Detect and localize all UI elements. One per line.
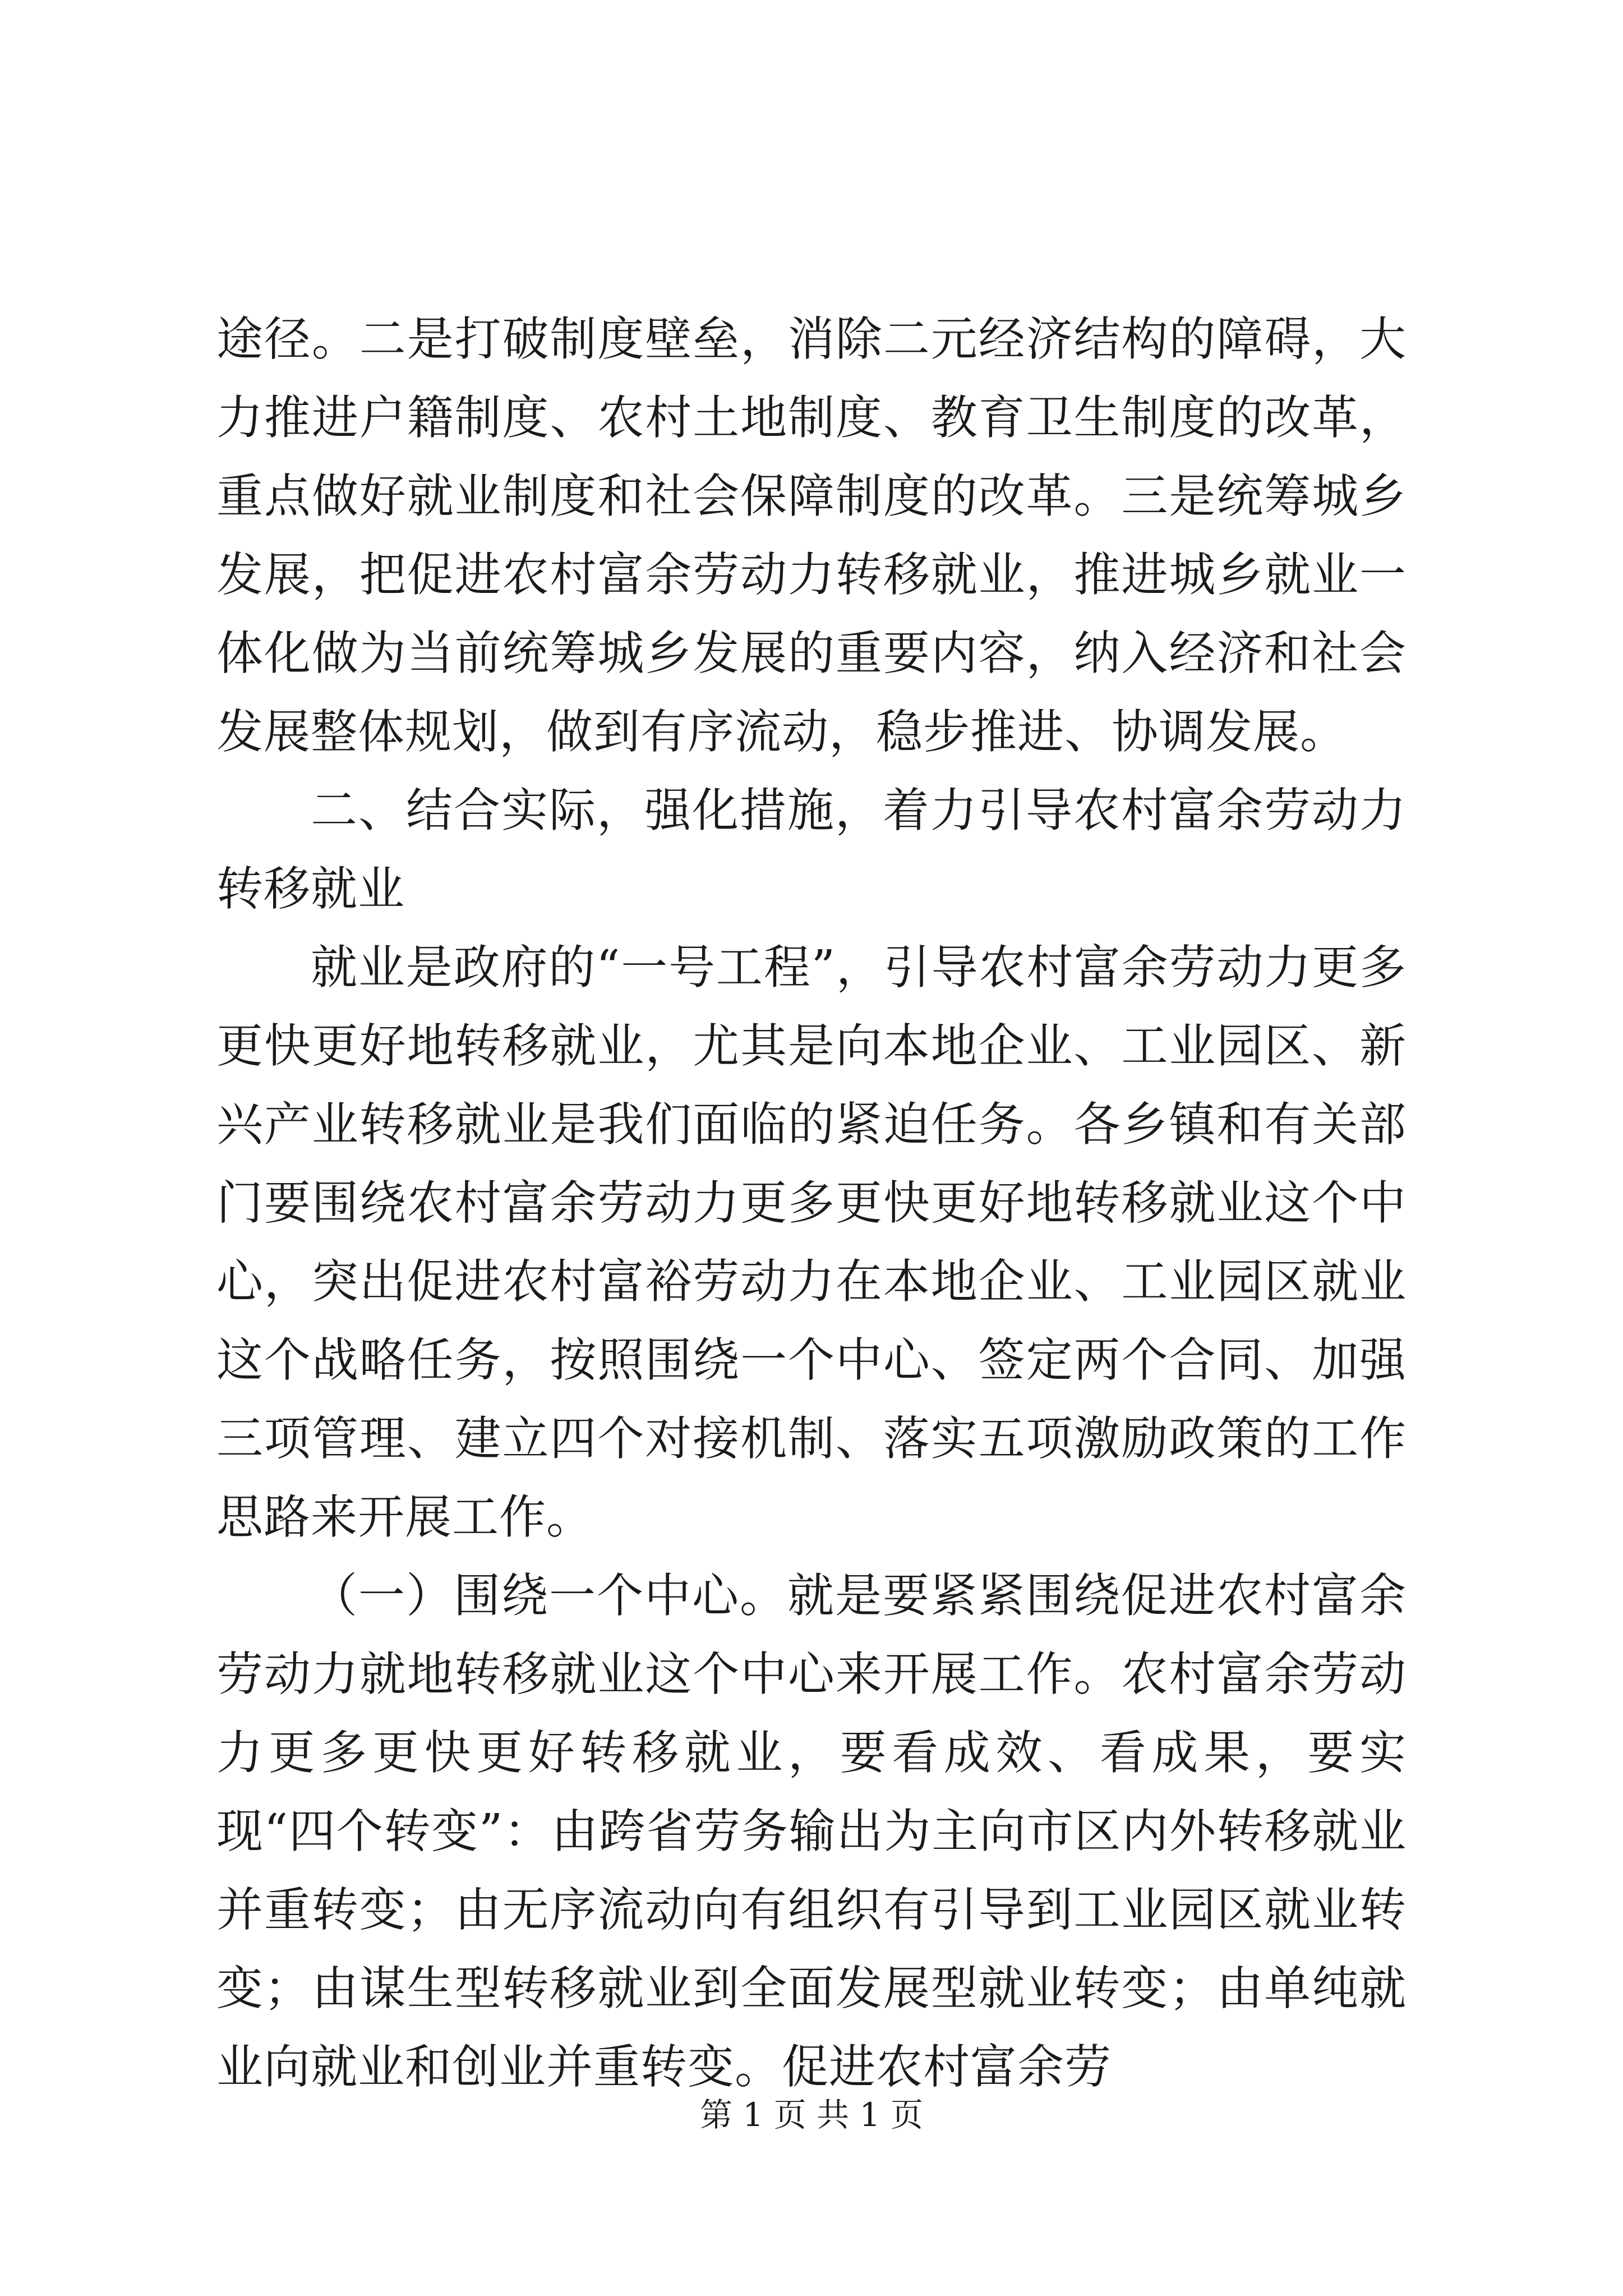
subsection-paragraph: （一）围绕一个中心。就是要紧紧围绕促进农村富余劳动力就地转移就业这个中心来开展工作。农村富余劳动力更多更快更好转移就业，要看成效、看成果，要实现“四个转变”：由跨省劳务输出为主向市区内外转移就业并重转变；由无序流动向有组织有引导到工业园区就业转变；由谋生型转移就业到全面发展型就业转变；由单纯就业向就业和创业并重转变。促进农村富余劳 (216, 1568, 1407, 2094)
document-body (216, 300, 1407, 2106)
section-heading: 二、结合实际，强化措施，着力引导农村富余劳动力转移就业 (216, 783, 1407, 916)
paragraph-continuation: 途径。二是打破制度壁垒，消除二元经济结构的障碍，大力推进户籍制度、农村土地制度、教育卫生制度的改革，重点做好就业制度和社会保障制度的改革。三是统筹城乡发展，把促进农村富余劳动力转移就业，推进城乡就业一体化做为当前统筹城乡发展的重要内容，纳入经济和社会发展整体规划，做到有序流动，稳步推进、协调发展。 (216, 312, 1407, 759)
page-number-footer: 第 1 页 共 1 页 (700, 2096, 923, 2134)
paragraph: 就业是政府的“一号工程”，引导农村富余劳动力更多更快更好地转移就业，尤其是向本地企业、工业园区、新兴产业转移就业是我们面临的紧迫任务。各乡镇和有关部门要围绕农村富余劳动力更多更快更好地转移就业这个中心，突出促进农村富裕劳动力在本地企业、工业园区就业这个战略任务，按照围绕一个中心、签定两个合同、加强三项管理、建立四个对接机制、落实五项激励政策的工作思路来开展工作。 (216, 940, 1407, 1544)
